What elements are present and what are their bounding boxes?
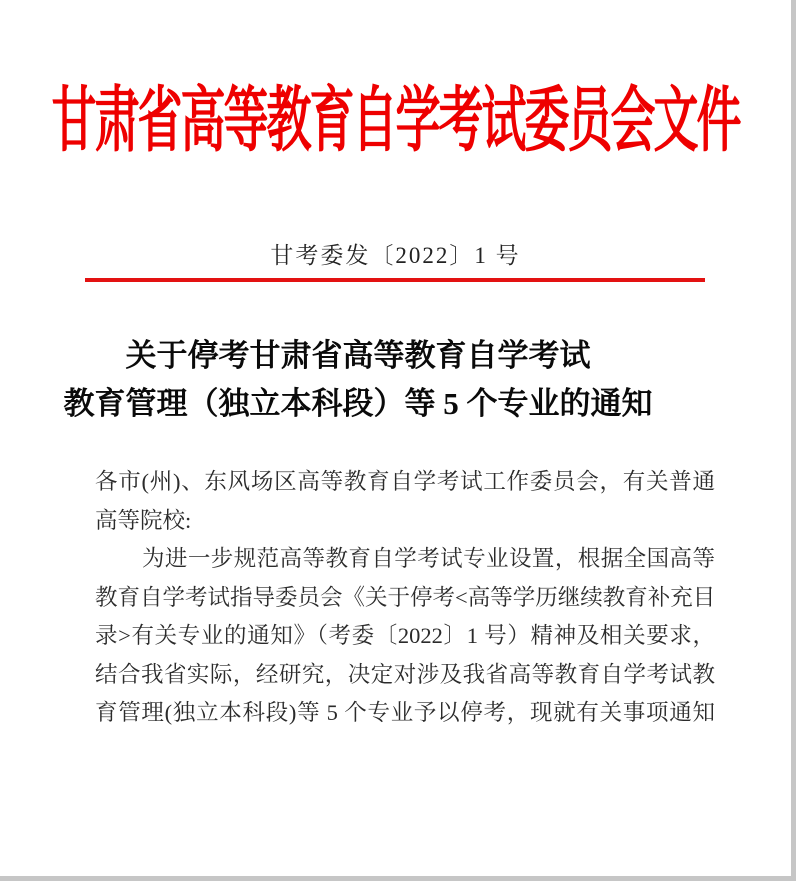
document-title-line-1: 关于停考甘肃省高等教育自学考试 [125,338,591,373]
document-title-line-2: 教育管理（独立本科段）等 5 个专业的通知 [63,386,653,421]
document-body [95,463,715,733]
body-line: 高等院校: [95,507,192,533]
masthead-title [0,81,791,161]
body-line: 育管理(独立本科段)等 5 个专业予以停考，现就有关事项通知 [95,700,715,725]
body-line: 各市(州)、东风场区高等教育自学考试工作委员会，有关普通 [95,469,715,494]
doc-reference-number: 甘考委发〔2022〕1 号 [270,243,521,268]
body-line: 为进一步规范高等教育自学考试专业设置，根据全国高等 [142,546,715,571]
document-title [40,332,676,428]
body-line: 教育自学考试指导委员会《关于停考<高等学历继续教育补充目 [95,584,716,610]
body-line: 录>有关专业的通知》（考委〔2022〕1 号）精神及相关要求， [95,623,715,648]
body-line: 结合我省实际，经研究，决定对涉及我省高等教育自学考试教 [95,661,715,687]
masthead-title-text: 甘肃省高等教育自学考试委员会文件 [51,81,740,161]
red-divider-line [85,278,705,282]
